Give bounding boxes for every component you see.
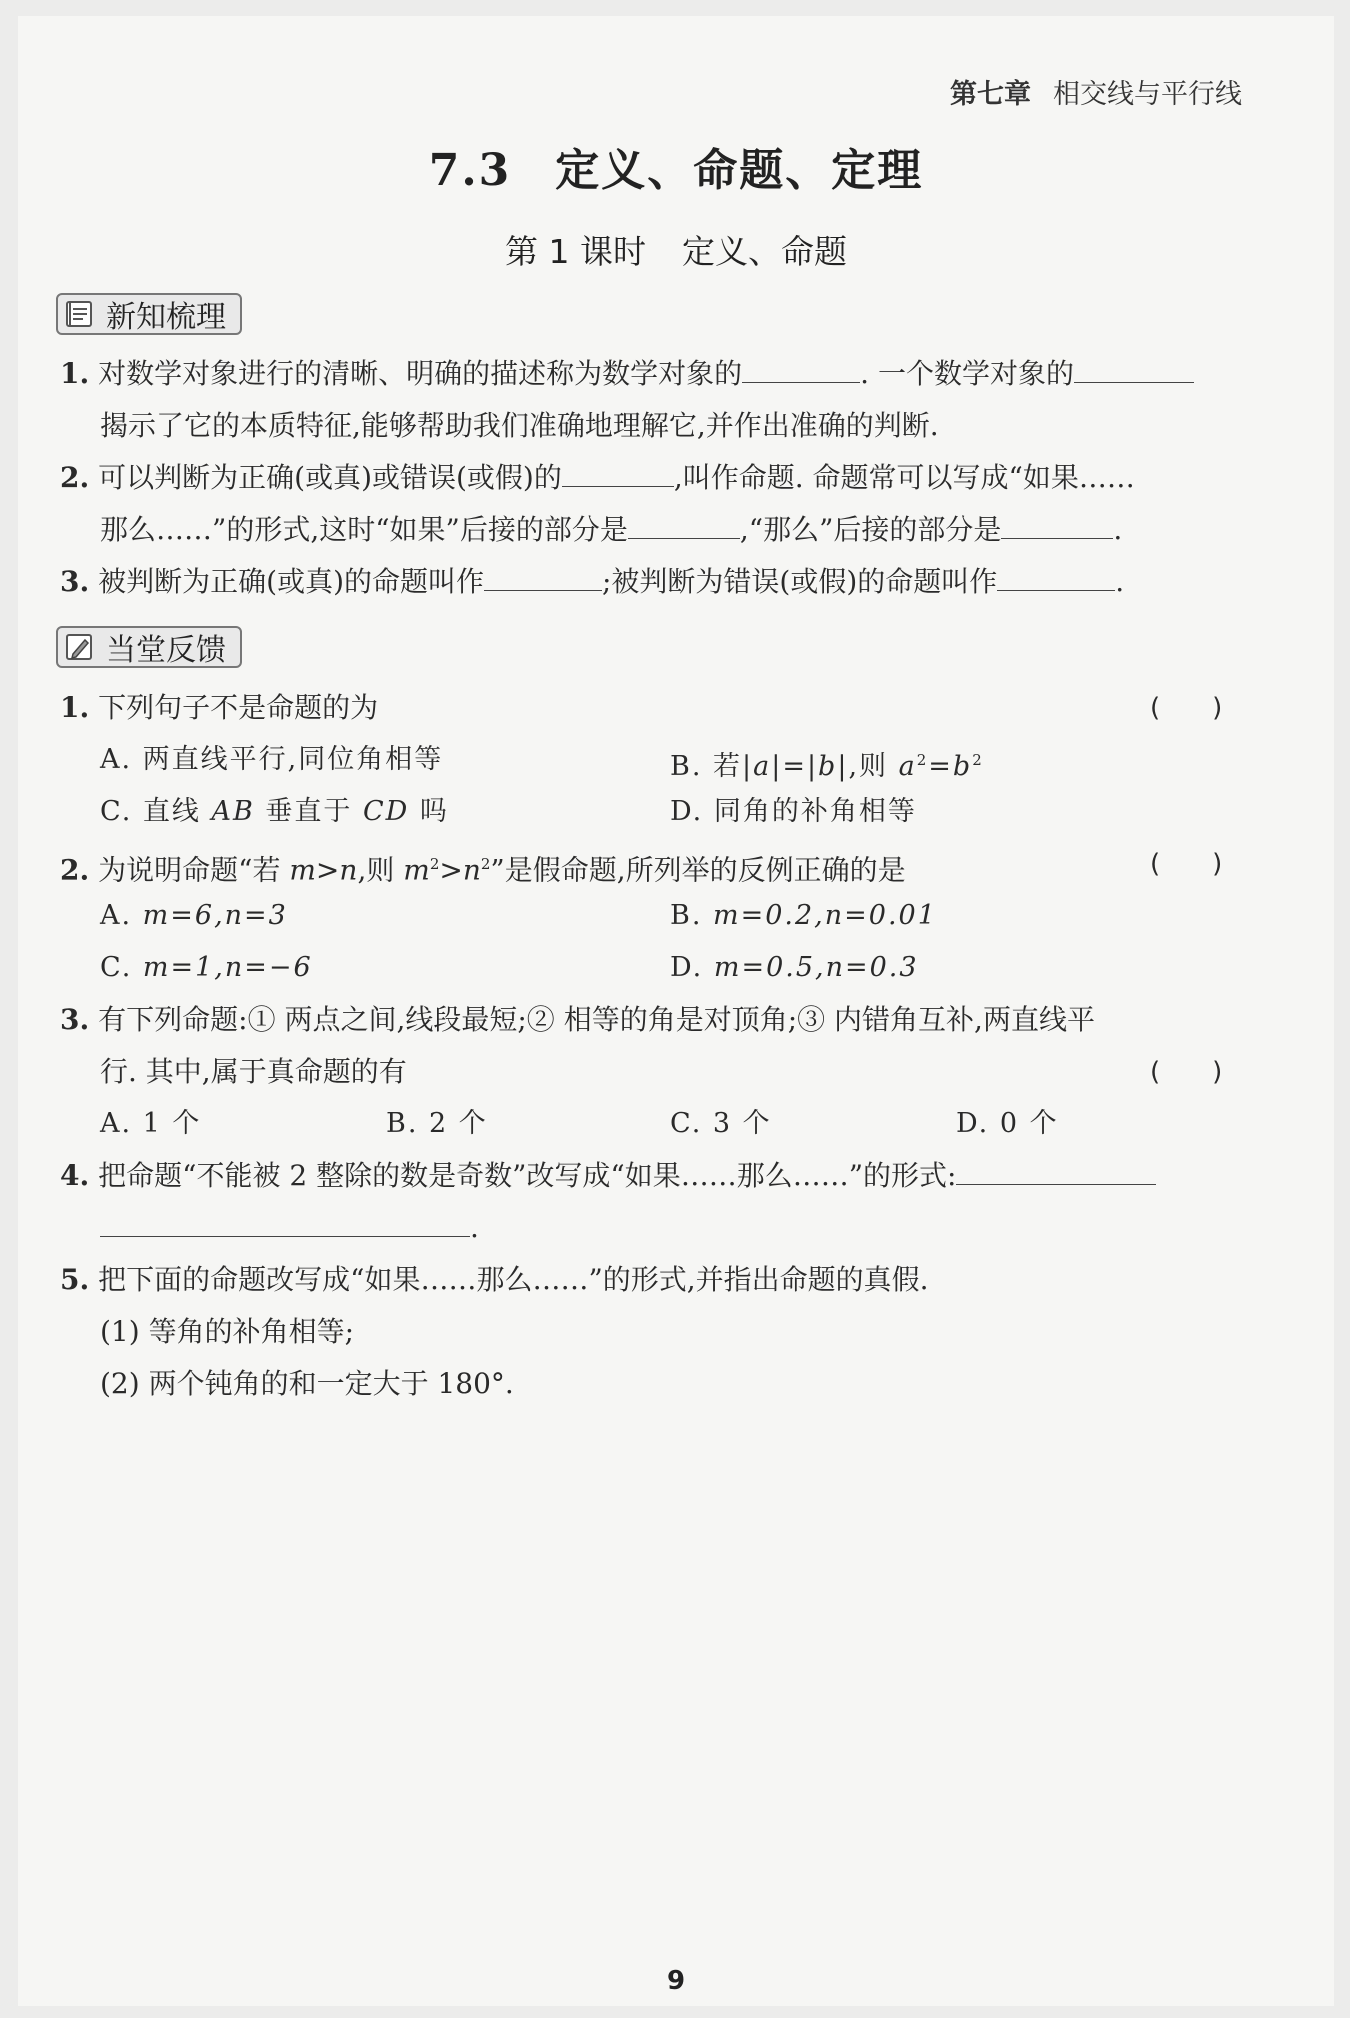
knowledge-item-2: [60, 460, 1135, 496]
answer-paren[interactable]: ( ): [1150, 693, 1223, 723]
answer-paren[interactable]: ( ): [1150, 849, 1223, 879]
option-a[interactable]: A. 两直线平行,同位角相等: [100, 744, 444, 775]
exercise-stem: 把下面的命题改写成“如果……那么……”的形式,并指出命题的真假.: [98, 1263, 929, 1296]
exercise-stem: 有下列命题:① 两点之间,线段最短;② 相等的角是对顶角;③ 内错角互补,两直线平: [98, 1003, 1095, 1036]
math-var: m: [403, 853, 430, 887]
option-b[interactable]: B. 2 个: [386, 1108, 488, 1139]
option-a[interactable]: A. 1 个: [100, 1108, 202, 1139]
section-header-label: 新知梳理: [106, 300, 226, 335]
exercise-number: 1.: [60, 691, 90, 724]
page-number: 9: [666, 1966, 686, 1996]
option-label: D.: [670, 952, 714, 983]
option-label: B.: [670, 900, 714, 931]
option-value: m=6,n=3: [142, 900, 288, 931]
section-header-label: 当堂反馈: [106, 633, 226, 668]
answer-blank[interactable]: [100, 1210, 470, 1237]
exercise-3-cont: 行. 其中,属于真命题的有: [100, 1055, 407, 1088]
option-text: 吗: [409, 796, 449, 827]
item-text: ,叫作命题. 命题常可以写成“如果……: [673, 461, 1135, 494]
exponent: 2: [429, 855, 440, 873]
exercise-stem: 把命题“不能被 2 整除的数是奇数”改写成“如果……那么……”的形式:: [98, 1159, 957, 1192]
item-number: 1.: [60, 357, 90, 390]
item-number: 2.: [60, 461, 90, 494]
workbook-page: [18, 16, 1334, 2006]
item-text: ;被判断为错误(或假)的命题叫作: [602, 565, 998, 598]
math-op: >: [439, 853, 463, 887]
math-var: b: [818, 751, 838, 782]
answer-blank[interactable]: [628, 512, 740, 539]
option-text: =: [928, 751, 953, 782]
section-title: [18, 134, 1334, 198]
item-text: 可以判断为正确(或真)或错误(或假)的: [98, 461, 562, 494]
section-title-text: 定义、命题、定理: [555, 145, 924, 196]
chapter-name: 相交线与平行线: [1053, 79, 1242, 110]
option-d[interactable]: D. 0 个: [956, 1108, 1059, 1139]
option-a[interactable]: [100, 898, 288, 934]
exponent: 2: [972, 751, 984, 769]
item-text: 对数学对象进行的清晰、明确的描述称为数学对象的: [98, 357, 743, 390]
knowledge-item-2-cont: [100, 512, 1122, 548]
exercise-5: [60, 1262, 929, 1298]
notebook-icon: [64, 299, 96, 329]
exercise-2: [60, 846, 906, 888]
exercise-number: 5.: [60, 1263, 90, 1296]
item-text: 那么……”的形式,这时“如果”后接的部分是: [100, 513, 628, 546]
math-var: a: [898, 751, 917, 782]
exponent: 2: [916, 751, 929, 769]
exercise-number: 3.: [60, 1003, 90, 1036]
math-op: >: [315, 853, 340, 887]
exercise-stem: ,则: [357, 853, 404, 887]
math-var: b: [952, 751, 973, 782]
option-value: m=0.2,n=0.01: [713, 900, 937, 931]
exercise-stem: 为说明命题“若: [98, 853, 290, 887]
option-text: B. 若|: [670, 751, 754, 782]
item-number: 3.: [60, 565, 90, 598]
exercise-stem: ”是假命题,所列举的反例正确的是: [490, 853, 906, 887]
math-var: AB: [211, 796, 255, 827]
option-text: |,则: [837, 751, 899, 782]
exercise-4: [60, 1158, 1156, 1194]
exercise-number: 4.: [60, 1159, 90, 1192]
option-label: A.: [100, 900, 143, 931]
math-var: CD: [362, 796, 410, 827]
section-header-class-feedback: [56, 626, 242, 668]
item-text: .: [1113, 513, 1123, 546]
lesson-topic: 定义、命题: [681, 232, 847, 271]
section-number: 7.3: [428, 145, 512, 196]
exponent: 2: [480, 855, 491, 873]
exercise-3: [60, 1002, 1095, 1038]
item-text: 揭示了它的本质特征,能够帮助我们准确地理解它,并作出准确的判断.: [100, 409, 939, 442]
section-header-new-knowledge: [56, 293, 242, 335]
answer-blank[interactable]: [956, 1158, 1156, 1185]
answer-blank[interactable]: [1074, 356, 1194, 383]
item-text: .: [1115, 565, 1125, 598]
pen-icon: [64, 632, 96, 662]
option-c[interactable]: [100, 950, 313, 986]
exercise-text: .: [470, 1211, 479, 1244]
answer-paren[interactable]: ( ): [1150, 1057, 1223, 1087]
exercise-stem: 下列句子不是命题的为: [98, 691, 379, 724]
option-label: C.: [100, 952, 143, 983]
answer-blank[interactable]: [742, 356, 860, 383]
knowledge-item-1: [60, 356, 1194, 392]
exercise-5-sub-1: (1) 等角的补角相等;: [100, 1315, 354, 1348]
math-var: n: [339, 853, 358, 887]
option-c[interactable]: [100, 794, 449, 830]
lesson-number: 第 1 课时: [505, 232, 646, 271]
lesson-subtitle: [18, 226, 1334, 273]
exercise-1: [60, 690, 378, 726]
knowledge-item-1-cont: [100, 408, 939, 444]
option-d[interactable]: [670, 950, 919, 986]
answer-blank[interactable]: [562, 460, 674, 487]
math-var: a: [753, 751, 772, 782]
option-b[interactable]: [670, 742, 984, 785]
option-d[interactable]: D. 同角的补角相等: [670, 796, 917, 827]
option-b[interactable]: [670, 898, 937, 934]
exercise-5-sub-2: (2) 两个钝角的和一定大于 180°.: [100, 1367, 514, 1400]
knowledge-item-3: [60, 564, 1124, 600]
answer-blank[interactable]: [484, 564, 602, 591]
exercise-4-cont: [100, 1210, 479, 1246]
option-value: m=0.5,n=0.3: [713, 952, 919, 983]
item-text: . 一个数学对象的: [860, 357, 1074, 390]
chapter-number: 第七章: [950, 79, 1031, 110]
chapter-header: [950, 72, 1242, 111]
exercise-number: 2.: [60, 853, 90, 887]
item-text: ,“那么”后接的部分是: [739, 513, 1002, 546]
math-var: m: [289, 853, 316, 887]
item-text: 被判断为正确(或真)的命题叫作: [98, 565, 484, 598]
option-text: C. 直线: [100, 796, 212, 827]
option-text: |=|: [771, 751, 819, 782]
math-var: n: [462, 853, 481, 887]
option-c[interactable]: C. 3 个: [670, 1108, 772, 1139]
answer-blank[interactable]: [1001, 512, 1113, 539]
option-text: 垂直于: [254, 796, 363, 827]
option-value: m=1,n=−6: [142, 952, 313, 983]
answer-blank[interactable]: [997, 564, 1115, 591]
